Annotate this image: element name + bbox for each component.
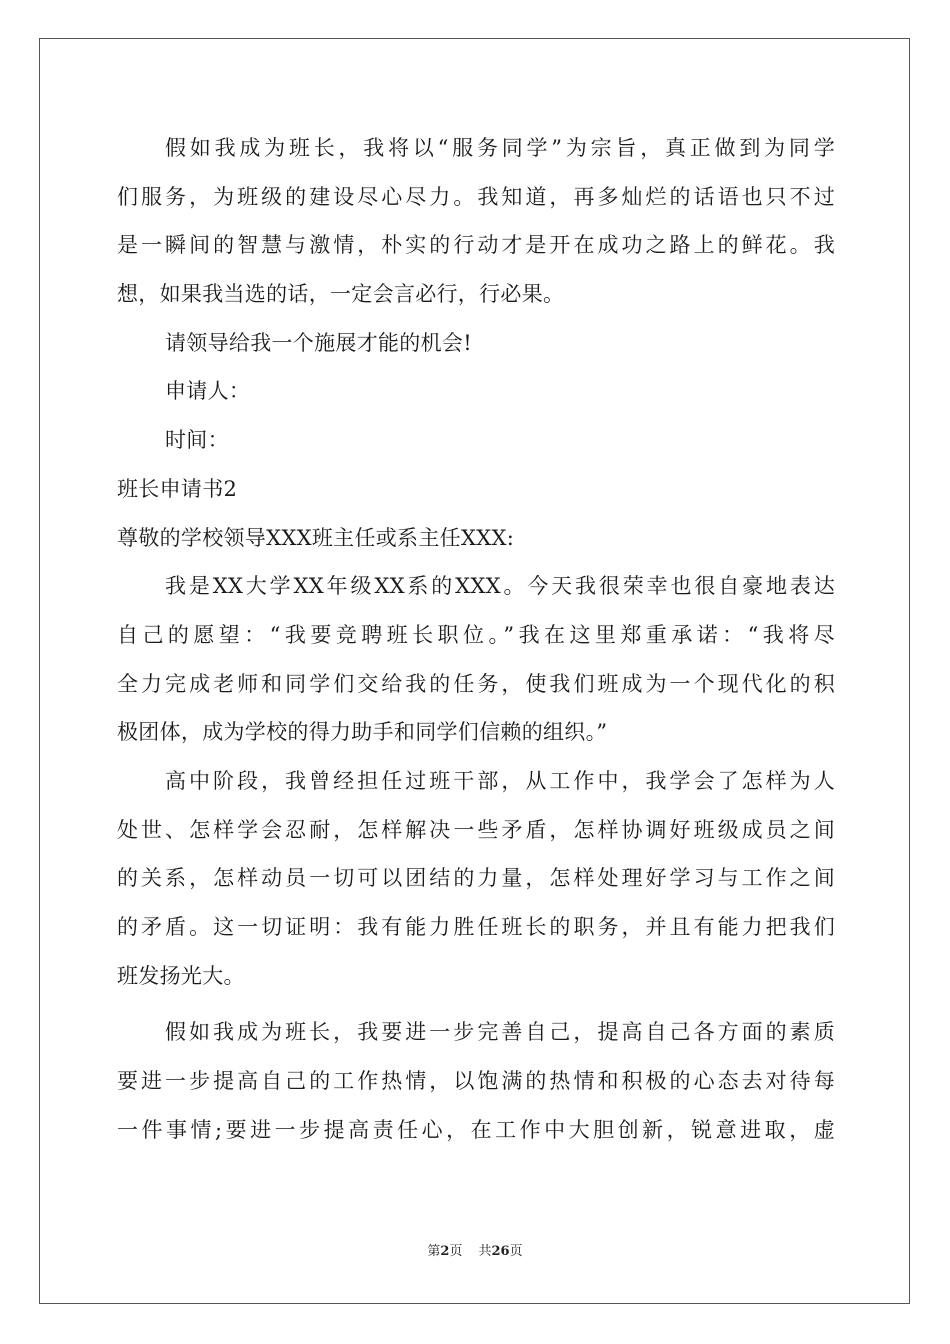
paragraph-line: 我是XX大学XX年级XX系的XXX。今天我很荣幸也很自豪地表达: [165, 574, 835, 599]
date-label: 时间：: [165, 428, 229, 453]
current-page-number: 2: [440, 1244, 450, 1259]
paragraph-line: 一件事情;要进一步提高责任心，在工作中大胆创新，锐意进取，虚: [117, 1117, 835, 1142]
paragraph-line: 班发扬光大。: [117, 963, 245, 988]
paragraph-line: 高中阶段，我曾经担任过班干部，从工作中，我学会了怎样为人: [165, 768, 835, 793]
request-line: 请领导给我一个施展才能的机会!: [165, 330, 472, 355]
document-body: [117, 124, 835, 1154]
paragraph-line: 是一瞬间的智慧与激情，朴实的行动才是开在成功之路上的鲜花。我: [117, 233, 835, 258]
paragraph-line: 要进一步提高自己的工作热情，以饱满的热情和积极的心态去对待每: [117, 1069, 835, 1094]
page-unit: 页: [449, 1244, 463, 1259]
page-footer: [0, 1240, 950, 1259]
total-page-number: 26: [491, 1244, 510, 1259]
total-unit: 页: [509, 1244, 523, 1259]
salutation: 尊敬的学校领导XXX班主任或系主任XXX:: [117, 525, 515, 550]
paragraph-line: 想，如果我当选的话，一定会言必行，行必果。: [117, 282, 565, 307]
paragraph-line: 的矛盾。这一切证明：我有能力胜任班长的职务，并且有能力把我们: [117, 915, 835, 939]
paragraph-line: 假如我成为班长，我将以“服务同学”为宗旨，真正做到为同学: [165, 136, 835, 160]
applicant-label: 申请人：: [165, 379, 251, 404]
paragraph-line: 自己的愿望：“我要竞聘班长职位。”我在这里郑重承诺：“我将尽: [117, 622, 835, 647]
paragraph-line: 极团体，成为学校的得力助手和同学们信赖的组织。”: [117, 720, 608, 745]
paragraph-line: 全力完成老师和同学们交给我的任务，使我们班成为一个现代化的积: [117, 671, 835, 696]
total-prefix: 共: [478, 1244, 492, 1259]
paragraph-line: 假如我成为班长，我要进一步完善自己，提高自己各方面的素质: [165, 1020, 835, 1045]
paragraph-gap: [117, 1000, 835, 1008]
section-title: 班长申请书2: [117, 476, 238, 501]
paragraph-line: 的关系，怎样动员一切可以团结的力量，怎样处理好学习与工作之间: [117, 866, 835, 891]
page-prefix: 第: [427, 1244, 441, 1259]
paragraph-line: 处世、怎样学会忍耐，怎样解决一些矛盾，怎样协调好班级成员之间: [117, 817, 835, 842]
paragraph-line: 们服务，为班级的建设尽心尽力。我知道，再多灿烂的话语也只不过: [117, 184, 835, 209]
